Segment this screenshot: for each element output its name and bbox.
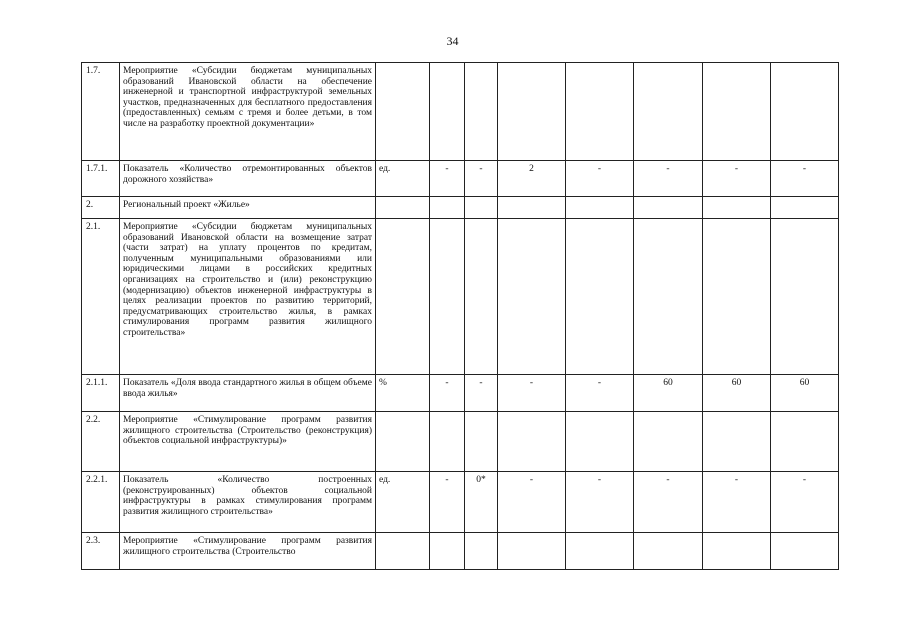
row-value: - — [498, 375, 566, 412]
table-row — [82, 197, 839, 219]
row-value — [465, 533, 498, 570]
row-value — [634, 63, 703, 161]
row-unit — [376, 63, 430, 161]
row-value: - — [703, 161, 771, 197]
row-description: Мероприятие «Стимулирование программ развития жилищного строительства (Строительство (реконструкция) объектов социальной инфраструктуры)» — [120, 412, 376, 472]
row-value — [634, 197, 703, 219]
page-number: 34 — [446, 34, 459, 48]
row-unit — [376, 533, 430, 570]
row-value: - — [771, 472, 839, 533]
row-value — [703, 63, 771, 161]
row-value — [430, 412, 465, 472]
table-body — [82, 63, 839, 570]
row-unit: % — [376, 375, 430, 412]
table-row — [82, 161, 839, 197]
row-value — [703, 533, 771, 570]
row-value: - — [634, 161, 703, 197]
row-value — [771, 63, 839, 161]
row-value — [566, 219, 634, 375]
row-value: - — [430, 161, 465, 197]
row-number: 1.7.1. — [82, 161, 120, 197]
indicators-table — [81, 62, 839, 570]
table-row — [82, 472, 839, 533]
table-row — [82, 533, 839, 570]
row-unit: ед. — [376, 161, 430, 197]
row-value: 60 — [703, 375, 771, 412]
row-value: - — [771, 161, 839, 197]
row-value — [771, 533, 839, 570]
row-value — [703, 412, 771, 472]
row-number: 2. — [82, 197, 120, 219]
row-value — [465, 219, 498, 375]
row-value — [566, 412, 634, 472]
row-description: Показатель «Доля ввода стандартного жилья в общем объеме ввода жилья» — [120, 375, 376, 412]
row-description: Мероприятие «Субсидии бюджетам муниципальных образований Ивановской области на обеспечение инженерной и транспортной инфраструктурой земельных участков, предназначенных для бесплатного предоставления (предоставленных) семьям с тремя и более детьми, в том числе на разработку проектной документации» — [120, 63, 376, 161]
row-value — [465, 63, 498, 161]
row-number: 2.2. — [82, 412, 120, 472]
row-value — [566, 533, 634, 570]
row-value: - — [566, 472, 634, 533]
row-value — [498, 197, 566, 219]
row-value — [498, 533, 566, 570]
row-value — [703, 197, 771, 219]
row-number: 2.2.1. — [82, 472, 120, 533]
row-number: 2.1. — [82, 219, 120, 375]
row-value — [771, 197, 839, 219]
row-value: 60 — [634, 375, 703, 412]
row-value — [465, 197, 498, 219]
row-value — [430, 197, 465, 219]
row-number: 2.1.1. — [82, 375, 120, 412]
row-value: - — [566, 375, 634, 412]
row-description: Мероприятие «Стимулирование программ развития жилищного строительства (Строительство — [120, 533, 376, 570]
table-row — [82, 412, 839, 472]
row-value: - — [430, 375, 465, 412]
row-description: Мероприятие «Субсидии бюджетам муниципальных образований Ивановской области на возмещение затрат (части затрат) на уплату процентов по кредитам, полученным муниципальными образованиями или юридическими лицами в российских кредитных организациях на строительство и (или) реконструкцию (модернизацию) объектов инженерной инфраструктуры в целях реализации проектов по развитию территорий, предусматривающих строительство жилья, в рамках стимулирования программ развития жилищного строительства» — [120, 219, 376, 375]
row-value — [430, 533, 465, 570]
row-value: 60 — [771, 375, 839, 412]
row-description: Региональный проект «Жилье» — [120, 197, 376, 219]
row-value: - — [566, 161, 634, 197]
row-unit — [376, 412, 430, 472]
row-description: Показатель «Количество построенных (реконструированных) объектов социальной инфраструктуры в рамках стимулирования программ развития жилищного строительства» — [120, 472, 376, 533]
row-value — [634, 412, 703, 472]
row-value — [498, 63, 566, 161]
row-value — [430, 63, 465, 161]
row-value — [566, 197, 634, 219]
row-description: Показатель «Количество отремонтированных объектов дорожного хозяйства» — [120, 161, 376, 197]
table-row — [82, 63, 839, 161]
row-unit — [376, 197, 430, 219]
row-value — [465, 412, 498, 472]
row-value — [498, 412, 566, 472]
row-value: 2 — [498, 161, 566, 197]
row-value: - — [498, 472, 566, 533]
row-value — [771, 412, 839, 472]
row-number: 2.3. — [82, 533, 120, 570]
row-value — [634, 219, 703, 375]
row-value: - — [703, 472, 771, 533]
row-value — [430, 219, 465, 375]
row-value: - — [465, 375, 498, 412]
row-value: 0* — [465, 472, 498, 533]
row-value: - — [430, 472, 465, 533]
table-row — [82, 375, 839, 412]
row-value — [566, 63, 634, 161]
row-unit: ед. — [376, 472, 430, 533]
row-value: - — [634, 472, 703, 533]
row-value — [703, 219, 771, 375]
row-value — [498, 219, 566, 375]
table-row — [82, 219, 839, 375]
row-value: - — [465, 161, 498, 197]
row-value — [634, 533, 703, 570]
row-unit — [376, 219, 430, 375]
row-value — [771, 219, 839, 375]
row-number: 1.7. — [82, 63, 120, 161]
